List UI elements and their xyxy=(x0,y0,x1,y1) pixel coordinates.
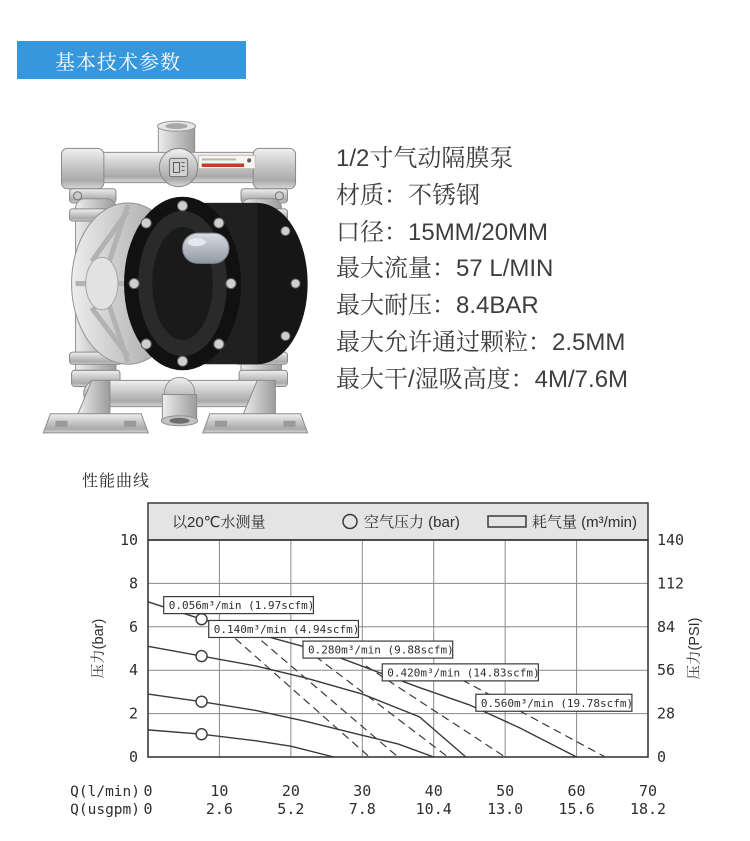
x-axis-lmin-tick: 0 xyxy=(143,782,153,800)
pump-muffler xyxy=(183,233,229,263)
air-pressure-curve-marker xyxy=(196,651,207,662)
y-axis-right-tick: 140 xyxy=(657,531,685,549)
y-axis-left-title: 压力(bar) xyxy=(91,618,107,679)
x-axis-lmin-tick: 50 xyxy=(496,782,515,800)
section-badge-label: 基本技术参数 xyxy=(55,51,181,74)
pump-center-housing xyxy=(124,197,308,371)
air-pressure-curve-marker xyxy=(196,614,207,625)
product-specs xyxy=(336,141,736,399)
y-axis-left-tick: 10 xyxy=(119,531,138,549)
x-axis-lmin-tick: 20 xyxy=(281,782,300,800)
x-axis-usgpm-label: Q(usgpm) xyxy=(70,802,140,818)
y-axis-right-tick: 56 xyxy=(657,661,676,680)
x-axis-usgpm-tick: 15.6 xyxy=(558,800,595,818)
y-axis-right-tick: 28 xyxy=(657,704,676,723)
x-axis-usgpm-tick: 10.4 xyxy=(415,800,452,818)
legend-air-consumption-label: 耗气量 (m³/min) xyxy=(532,514,637,531)
performance-chart xyxy=(60,495,750,830)
y-axis-right-tick: 112 xyxy=(657,574,685,593)
x-axis-lmin-tick: 10 xyxy=(210,782,229,800)
y-axis-right-title: 压力(PSI) xyxy=(687,617,703,680)
performance-curve-title: 性能曲线 xyxy=(82,473,151,490)
x-axis-usgpm-tick: 13.0 xyxy=(487,800,524,818)
y-axis-left-tick: 0 xyxy=(128,748,138,766)
product-spec-list xyxy=(336,178,736,399)
y-axis-right-tick: 0 xyxy=(657,748,667,766)
x-axis-usgpm-tick: 0 xyxy=(143,800,153,818)
consumption-label-text: 0.420m³/min (14.83scfm) xyxy=(387,666,540,680)
y-axis-left-tick: 8 xyxy=(128,574,138,593)
spec-row: 最大允许通过颗粒：2.5MM xyxy=(336,328,626,356)
spec-row: 最大流量：57 L/MIN xyxy=(336,255,554,283)
pump-label-sticker xyxy=(199,155,256,168)
x-axis-usgpm-tick: 18.2 xyxy=(629,800,667,818)
y-axis-right-tick: 84 xyxy=(657,617,676,636)
y-axis-left-tick: 4 xyxy=(128,661,138,680)
consumption-label-text: 0.140m³/min (4.94scfm) xyxy=(213,622,360,636)
pump-top-manifold xyxy=(61,121,295,203)
air-pressure-curve-marker xyxy=(196,729,207,740)
x-axis-lmin-tick: 70 xyxy=(638,782,658,800)
legend-measurement-note: 以20℃水测量 xyxy=(172,514,266,531)
y-axis-left-tick: 6 xyxy=(128,617,138,636)
spec-row: 口径：15MM/20MM xyxy=(336,218,549,246)
air-pressure-curve-marker xyxy=(196,696,207,707)
x-axis-lmin-tick: 30 xyxy=(353,782,372,800)
performance-chart-svg xyxy=(60,495,750,830)
x-axis-usgpm-tick: 5.2 xyxy=(277,800,305,818)
x-axis-usgpm-tick: 7.8 xyxy=(348,800,376,818)
x-axis-lmin-tick: 60 xyxy=(567,782,586,800)
air-pressure-curve xyxy=(148,730,334,757)
section-badge xyxy=(17,41,246,79)
product-photo-pump xyxy=(30,110,325,448)
consumption-label-text: 0.280m³/min (9.88scfm) xyxy=(308,643,454,657)
y-axis-left-tick: 2 xyxy=(128,704,138,723)
consumption-label-text: 0.560m³/min (19.78scfm) xyxy=(480,696,634,710)
product-title: 1/2寸气动隔膜泵 xyxy=(336,145,514,172)
legend-air-pressure-label: 空气压力 (bar) xyxy=(364,514,460,531)
x-axis-usgpm-tick: 2.6 xyxy=(205,800,233,818)
x-axis-lmin-tick: 40 xyxy=(424,782,443,800)
x-axis-lmin-label: Q(l/min) xyxy=(70,784,140,800)
spec-row: 最大耐压：8.4BAR xyxy=(336,292,539,320)
consumption-label-text: 0.056m³/min (1.97scfm) xyxy=(168,599,315,613)
air-consumption-line xyxy=(462,680,605,757)
spec-row: 最大干/湿吸高度：4M/7.6M xyxy=(336,365,629,393)
spec-row: 材质：不锈钢 xyxy=(336,181,480,209)
